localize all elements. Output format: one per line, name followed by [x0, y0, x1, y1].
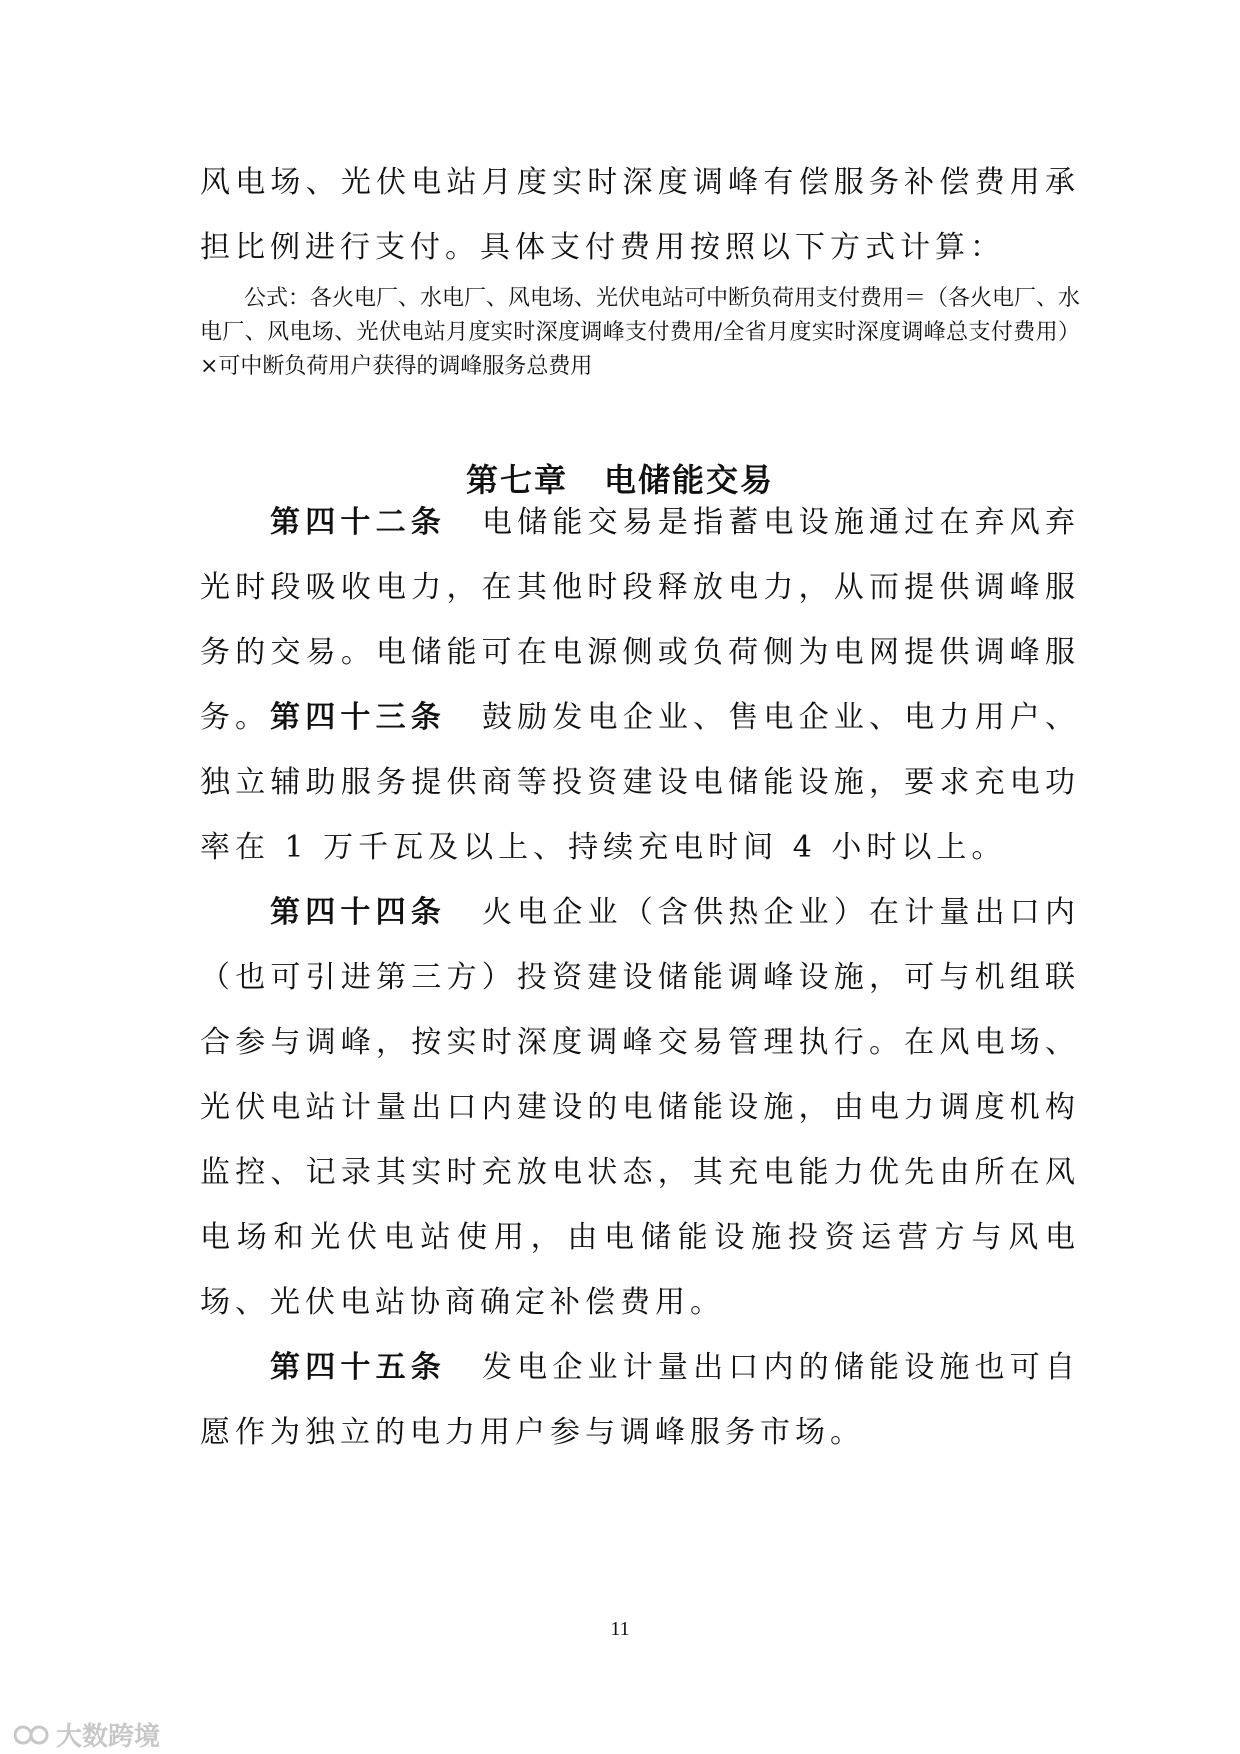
- article-45: [200, 1335, 1080, 1465]
- article-label: 第四十五条: [270, 1350, 446, 1385]
- article-43: [200, 685, 1080, 880]
- article-label: 第四十二条: [270, 505, 446, 540]
- article-label: 第四十三条: [270, 700, 446, 735]
- article-text: 发电企业计量出口内的储能设施也可自愿作为独立的电力用户参与调峰服务市场。: [200, 1350, 1081, 1450]
- article-text: 鼓励发电企业、售电企业、电力用户、独立辅助服务提供商等投资建设电储能设施，要求充电功率在 1 万千瓦及以上、持续充电时间 4 小时以上。: [200, 700, 1081, 865]
- formula-paragraph: 公式：各火电厂、水电厂、风电场、光伏电站可中断负荷用支付费用＝（各火电厂、水电厂、风电场、光伏电站月度实时深度调峰支付费用/全省月度实时深度调峰总支付费用）×可中断负荷用户获得的调峰服务总费用: [200, 286, 1081, 379]
- chapter-title: 电储能交易: [604, 461, 775, 499]
- page-number: 11: [610, 1618, 630, 1640]
- intro-paragraph: 风电场、光伏电站月度实时深度调峰有偿服务补偿费用承担比例进行支付。具体支付费用按照以下方式计算：: [200, 165, 1080, 265]
- watermark-text: 大数跨境: [56, 1722, 161, 1752]
- article-text: 火电企业（含供热企业）在计量出口内（也可引进第三方）投资建设储能调峰设施，可与机组联合参与调峰，按实时深度调峰交易管理执行。在风电场、光伏电站计量出口内建设的电储能设施，由电力调度机构监控、记录其实时充放电状态，其充电能力优先由所在风电场和光伏电站使用，由电储能设施投资运营方与风电场、光伏电站协商确定补偿费用。: [200, 895, 1081, 1320]
- article-44: [200, 880, 1080, 1335]
- chapter-number: 第七章: [465, 461, 568, 499]
- article-text: 电储能交易是指蓄电设施通过在弃风弃光时段吸收电力，在其他时段释放电力，从而提供调峰服务的交易。电储能可在电源侧或负荷侧为电网提供调峰服务。: [200, 505, 1081, 735]
- logo-icon: [14, 1723, 50, 1747]
- article-label: 第四十四条: [270, 895, 446, 930]
- watermark: [14, 1716, 160, 1753]
